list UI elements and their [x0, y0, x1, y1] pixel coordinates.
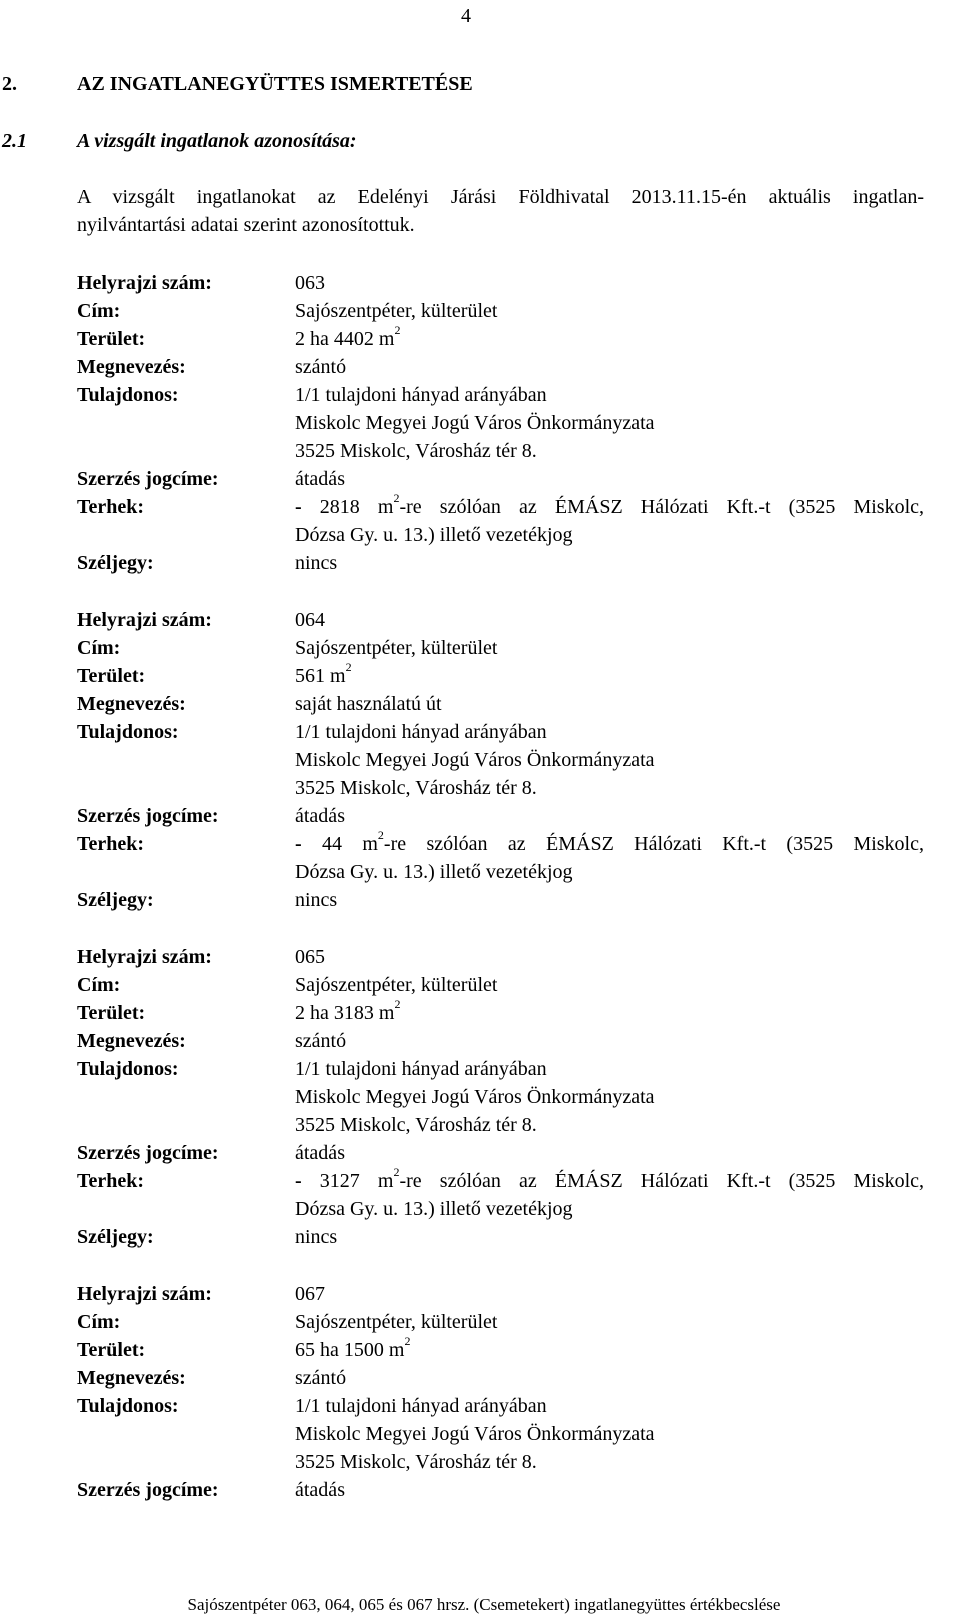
- terhek-line-1: - 2818 $m^2-re$ szólóan az ÉMÁSZ Hálózati Kft.-t (3525 Miskolc,: [295, 491, 925, 518]
- szerzes-label: Szerzés jogcíme:: [77, 468, 219, 490]
- parcel-block: [0, 269, 960, 577]
- cim-value: Sajószentpéter, külterület: [295, 1311, 498, 1333]
- terulet-label: Terület:: [77, 1002, 146, 1024]
- cim-value: Sajószentpéter, külterület: [295, 637, 498, 659]
- megnevezes-label: Megnevezés:: [77, 1030, 186, 1052]
- cim-label: Cím:: [77, 637, 121, 659]
- szerzes-value: átadás: [295, 1142, 345, 1164]
- szeljegy-label: Széljegy:: [77, 1226, 154, 1248]
- tulajdonos-label: Tulajdonos:: [77, 1058, 179, 1080]
- terhek-label: Terhek:: [77, 833, 145, 855]
- parcel-block: [0, 606, 960, 914]
- hrsz-value: 065: [295, 946, 325, 968]
- parcel-block: [0, 943, 960, 1251]
- tulajdonos-line-1: 1/1 tulajdoni hányad arányában: [295, 1395, 547, 1417]
- szerzes-value: átadás: [295, 805, 345, 827]
- megnevezes-value: szántó: [295, 1367, 347, 1389]
- szerzes-label: Szerzés jogcíme:: [77, 1479, 219, 1501]
- megnevezes-value: saját használatú út: [295, 693, 442, 715]
- intro-line-2: nyilvántartási adatai szerint azonosítottuk.: [77, 214, 415, 236]
- hrsz-value: 067: [295, 1283, 325, 1305]
- hrsz-label: Helyrajzi szám:: [77, 272, 212, 294]
- hrsz-label: Helyrajzi szám:: [77, 609, 212, 631]
- terulet-label: Terület:: [77, 1339, 146, 1361]
- terulet-value: 2 ha 4402 $m^2$: [295, 323, 401, 350]
- terhek-line-2: Dózsa Gy. u. 13.) illető vezetékjog: [295, 861, 573, 883]
- hrsz-value: 064: [295, 609, 325, 631]
- szerzes-value: átadás: [295, 1479, 345, 1501]
- szerzes-label: Szerzés jogcíme:: [77, 1142, 219, 1164]
- terhek-line-2: Dózsa Gy. u. 13.) illető vezetékjog: [295, 1198, 573, 1220]
- szeljegy-label: Széljegy:: [77, 552, 154, 574]
- section-title: AZ INGATLANEGYÜTTES ISMERTETÉSE: [77, 73, 473, 95]
- szeljegy-label: Széljegy:: [77, 889, 154, 911]
- tulajdonos-line-3: 3525 Miskolc, Városház tér 8.: [295, 440, 537, 462]
- tulajdonos-line-2: Miskolc Megyei Jogú Város Önkormányzata: [295, 1423, 655, 1445]
- parcel-block: [0, 1280, 960, 1504]
- page-number: 4: [461, 5, 471, 27]
- szerzes-value: átadás: [295, 468, 345, 490]
- section-number: 2.: [2, 73, 17, 95]
- tulajdonos-line-1: 1/1 tulajdoni hányad arányában: [295, 721, 547, 743]
- terhek-line-1: - 44 $m^2-re$ szólóan az ÉMÁSZ Hálózati Kft.-t (3525 Miskolc,: [295, 828, 924, 855]
- terhek-line-1: - 3127 $m^2-re$ szólóan az ÉMÁSZ Hálózati Kft.-t (3525 Miskolc,: [295, 1165, 925, 1192]
- terhek-label: Terhek:: [77, 1170, 145, 1192]
- terulet-value: 561 $m^2$: [295, 660, 352, 687]
- terulet-label: Terület:: [77, 328, 146, 350]
- terhek-label: Terhek:: [77, 496, 145, 518]
- tulajdonos-line-3: 3525 Miskolc, Városház tér 8.: [295, 1114, 537, 1136]
- hrsz-label: Helyrajzi szám:: [77, 946, 212, 968]
- terhek-line-2: Dózsa Gy. u. 13.) illető vezetékjog: [295, 524, 573, 546]
- terulet-value: 65 ha 1500 $m^2$: [295, 1334, 411, 1361]
- megnevezes-label: Megnevezés:: [77, 1367, 186, 1389]
- cim-label: Cím:: [77, 974, 121, 996]
- terulet-label: Terület:: [77, 665, 146, 687]
- szeljegy-value: nincs: [295, 889, 338, 911]
- megnevezes-value: szántó: [295, 356, 347, 378]
- tulajdonos-label: Tulajdonos:: [77, 721, 179, 743]
- szeljegy-value: nincs: [295, 1226, 338, 1248]
- tulajdonos-line-2: Miskolc Megyei Jogú Város Önkormányzata: [295, 412, 655, 434]
- tulajdonos-line-2: Miskolc Megyei Jogú Város Önkormányzata: [295, 1086, 655, 1108]
- hrsz-value: 063: [295, 272, 325, 294]
- subsection-title: A vizsgált ingatlanok azonosítása:: [77, 130, 357, 152]
- tulajdonos-line-3: 3525 Miskolc, Városház tér 8.: [295, 1451, 537, 1473]
- cim-value: Sajószentpéter, külterület: [295, 300, 498, 322]
- tulajdonos-label: Tulajdonos:: [77, 384, 179, 406]
- tulajdonos-label: Tulajdonos:: [77, 1395, 179, 1417]
- hrsz-label: Helyrajzi szám:: [77, 1283, 212, 1305]
- megnevezes-label: Megnevezés:: [77, 356, 186, 378]
- cim-label: Cím:: [77, 1311, 121, 1333]
- tulajdonos-line-2: Miskolc Megyei Jogú Város Önkormányzata: [295, 749, 655, 771]
- cim-label: Cím:: [77, 300, 121, 322]
- megnevezes-label: Megnevezés:: [77, 693, 186, 715]
- tulajdonos-line-1: 1/1 tulajdoni hányad arányában: [295, 384, 547, 406]
- szeljegy-value: nincs: [295, 552, 338, 574]
- cim-value: Sajószentpéter, külterület: [295, 974, 498, 996]
- terulet-value: 2 ha 3183 $m^2$: [295, 997, 401, 1024]
- megnevezes-value: szántó: [295, 1030, 347, 1052]
- tulajdonos-line-1: 1/1 tulajdoni hányad arányában: [295, 1058, 547, 1080]
- subsection-number: 2.1: [2, 130, 27, 152]
- tulajdonos-line-3: 3525 Miskolc, Városház tér 8.: [295, 777, 537, 799]
- szerzes-label: Szerzés jogcíme:: [77, 805, 219, 827]
- intro-line-1: A vizsgált ingatlanokat az Edelényi Járási Földhivatal 2013.11.15-én aktuális ingatlan-: [77, 186, 924, 208]
- page-footer: Sajószentpéter 063, 064, 065 és 067 hrsz. (Csemetekert) ingatlanegyüttes értékbecslése: [187, 1595, 781, 1614]
